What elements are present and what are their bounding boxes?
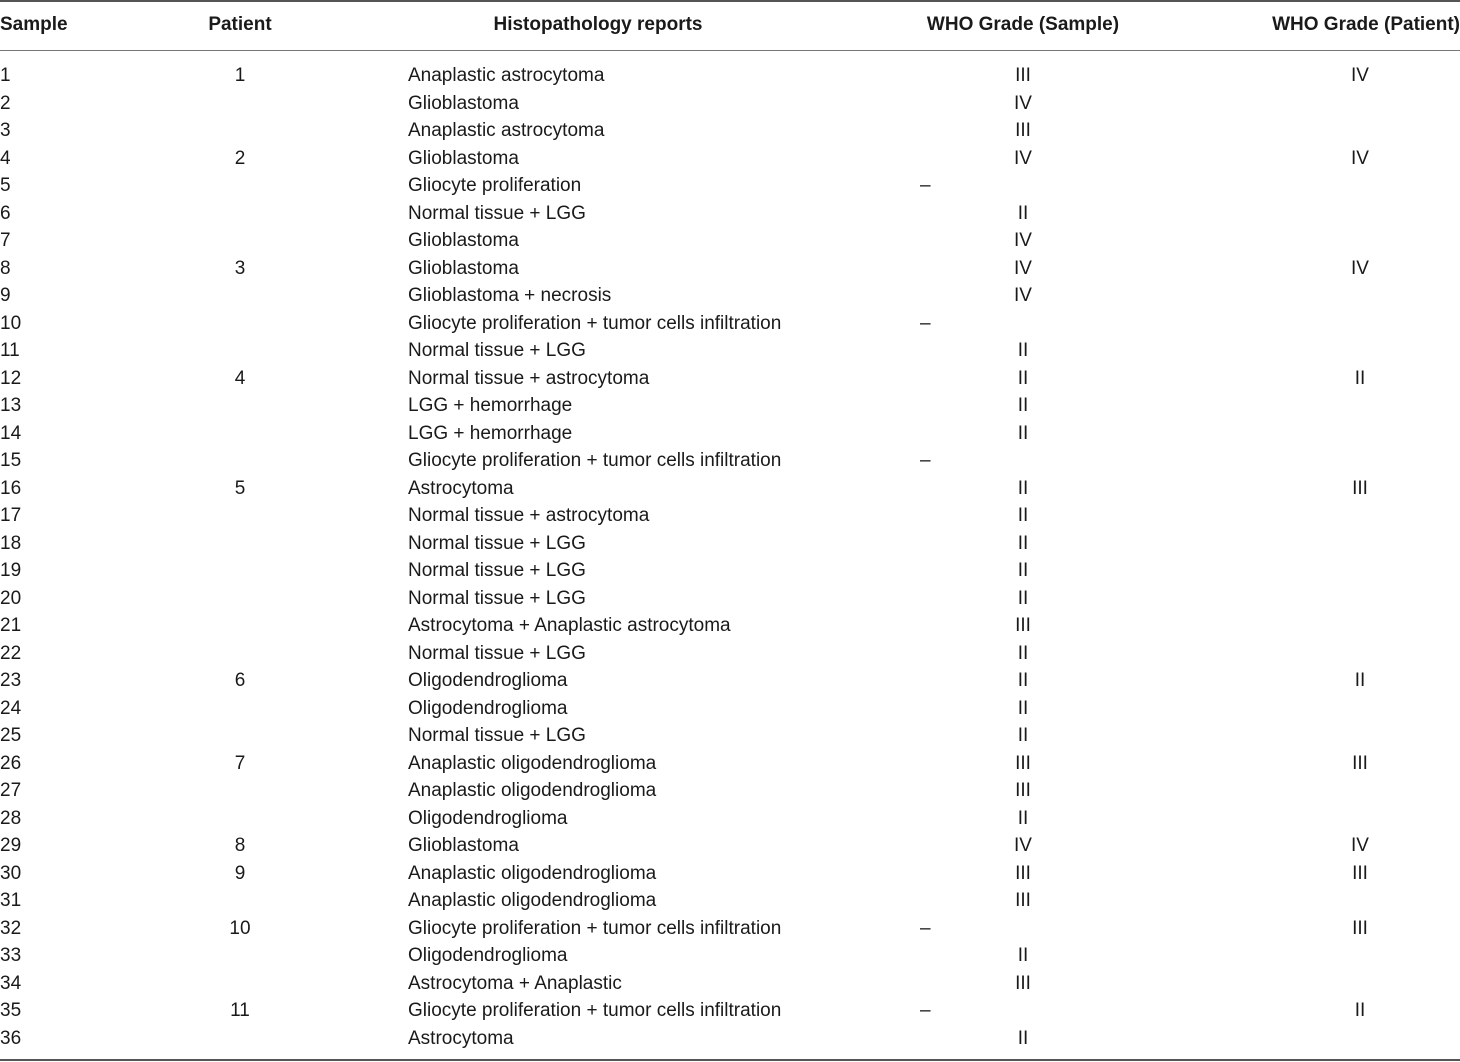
table-row [0,860,1460,888]
cell-histopathology: Normal tissue + LGG [408,202,586,224]
cell-who-grade-sample: II [1017,807,1029,829]
table-row [0,832,1460,860]
cell-sample: 16 [0,477,22,499]
cell-histopathology: Normal tissue + LGG [408,532,586,554]
cell-histopathology: Glioblastoma [408,835,519,856]
cell-who-grade-sample: II [1017,945,1029,966]
table-row [0,420,1460,448]
cell-who-grade-sample: III [1015,972,1031,994]
cell-who-grade-sample: IV [1014,835,1032,856]
cell-histopathology: Glioblastoma [408,147,519,169]
cell-sample: 9 [0,285,11,306]
table-row [0,887,1460,915]
header-histopathology: Histopathology reports [493,14,703,35]
cell-who-grade-sample: II [1017,670,1029,691]
cell-sample: 6 [0,202,11,224]
table-row [0,255,1460,283]
cell-sample: 21 [0,615,22,636]
cell-who-grade-patient: IV [1351,65,1369,86]
cell-histopathology: Oligodendroglioma [408,670,568,691]
cell-histopathology: Gliocyte proliferation + tumor cells infiltration [408,917,782,939]
cell-histopathology: Gliocyte proliferation + tumor cells infiltration [408,1000,782,1021]
cell-who-grade-patient: IV [1351,835,1369,856]
cell-histopathology: Glioblastoma [408,92,519,114]
cell-who-grade-sample: – [920,175,931,196]
cell-who-grade-sample: – [920,450,931,471]
cell-who-grade-patient: III [1352,752,1368,774]
table-row [0,777,1460,805]
cell-sample: 5 [0,175,11,196]
header-sample: Sample [0,14,68,35]
cell-patient: 5 [234,477,246,499]
cell-histopathology: LGG + hemorrhage [408,422,573,444]
cell-patient: 4 [234,367,246,389]
cell-sample: 34 [0,972,22,994]
table-row [0,530,1460,558]
cell-sample: 13 [0,395,22,416]
table-body [0,62,1460,1052]
table-row [0,1025,1460,1053]
cell-who-grade-sample: II [1017,697,1029,719]
table-row [0,750,1460,778]
cell-patient: 1 [234,65,246,86]
table-row [0,392,1460,420]
cell-sample: 18 [0,532,22,554]
cell-sample: 31 [0,890,22,911]
table-row [0,365,1460,393]
cell-who-grade-patient: IV [1351,257,1369,279]
table-row [0,640,1460,668]
table-row [0,227,1460,255]
cell-histopathology: Glioblastoma [408,230,519,251]
cell-sample: 1 [0,65,11,86]
cell-who-grade-sample: II [1017,532,1029,554]
cell-who-grade-sample: II [1017,477,1029,499]
table-row [0,282,1460,310]
table-row [0,502,1460,530]
cell-who-grade-patient: IV [1351,147,1369,169]
cell-who-grade-patient: II [1354,1000,1366,1021]
cell-who-grade-sample: II [1017,340,1029,361]
cell-sample: 24 [0,697,22,719]
cell-sample: 19 [0,560,22,581]
cell-who-grade-patient: III [1352,477,1368,499]
cell-histopathology: Astrocytoma + Anaplastic astrocytoma [408,615,731,636]
cell-sample: 2 [0,92,11,114]
cell-sample: 33 [0,945,22,966]
cell-who-grade-sample: III [1015,890,1031,911]
cell-sample: 29 [0,835,22,856]
header-who-grade-patient: WHO Grade (Patient) [1272,14,1460,35]
table-row [0,200,1460,228]
cell-sample: 26 [0,752,22,774]
cell-who-grade-sample: III [1015,752,1031,774]
table-row [0,172,1460,200]
cell-sample: 20 [0,587,22,609]
cell-who-grade-sample: II [1017,202,1029,224]
cell-histopathology: Anaplastic astrocytoma [408,65,605,86]
cell-who-grade-patient: II [1354,367,1366,389]
cell-patient: 7 [234,752,246,774]
table-row [0,475,1460,503]
cell-sample: 28 [0,807,22,829]
cell-sample: 15 [0,450,22,471]
table-row [0,90,1460,118]
cell-histopathology: Anaplastic oligodendroglioma [408,890,657,911]
table-bottom-rule [0,1059,1460,1061]
cell-sample: 23 [0,670,22,691]
cell-sample: 30 [0,862,22,884]
table-row [0,117,1460,145]
table-row [0,915,1460,943]
cell-who-grade-patient: III [1352,862,1368,884]
cell-histopathology: Anaplastic oligodendroglioma [408,862,657,884]
cell-who-grade-sample: IV [1014,257,1032,279]
cell-histopathology: Glioblastoma + necrosis [408,285,612,306]
cell-histopathology: Glioblastoma [408,257,519,279]
cell-histopathology: LGG + hemorrhage [408,395,573,416]
cell-histopathology: Gliocyte proliferation [408,175,582,196]
table-row [0,997,1460,1025]
cell-sample: 4 [0,147,11,169]
table-row [0,557,1460,585]
cell-patient: 11 [230,1000,250,1021]
cell-who-grade-sample: IV [1014,285,1032,306]
table-row [0,695,1460,723]
cell-histopathology: Astrocytoma + Anaplastic [408,972,622,994]
cell-histopathology: Normal tissue + LGG [408,340,586,361]
cell-sample: 36 [0,1027,22,1049]
cell-histopathology: Astrocytoma [408,1027,514,1049]
table-header [0,0,1460,50]
cell-who-grade-sample: IV [1014,230,1032,251]
cell-who-grade-sample: – [920,312,931,334]
cell-sample: 17 [0,505,22,526]
cell-histopathology: Oligodendroglioma [408,697,568,719]
cell-who-grade-sample: II [1017,395,1029,416]
table-row [0,612,1460,640]
cell-sample: 35 [0,1000,22,1021]
cell-who-grade-sample: II [1017,587,1029,609]
cell-patient: 9 [234,862,246,884]
cell-histopathology: Anaplastic astrocytoma [408,120,605,141]
cell-patient: 8 [234,835,246,856]
cell-histopathology: Normal tissue + LGG [408,642,586,664]
header-who-grade-sample: WHO Grade (Sample) [926,14,1120,35]
cell-sample: 11 [0,340,20,361]
cell-who-grade-sample: III [1015,120,1031,141]
cell-who-grade-sample: – [920,1000,931,1021]
cell-who-grade-sample: IV [1014,147,1032,169]
cell-who-grade-sample: III [1015,862,1031,884]
table-row [0,942,1460,970]
cell-histopathology: Anaplastic oligodendroglioma [408,752,657,774]
cell-patient: 10 [229,917,251,939]
cell-sample: 10 [0,312,22,334]
cell-histopathology: Gliocyte proliferation + tumor cells infiltration [408,450,782,471]
table-row [0,805,1460,833]
table-row [0,310,1460,338]
cell-who-grade-sample: II [1017,367,1029,389]
cell-patient: 6 [234,670,246,691]
table-row [0,667,1460,695]
table-row [0,447,1460,475]
cell-who-grade-sample: II [1017,505,1029,526]
table-row [0,145,1460,173]
cell-who-grade-sample: II [1017,422,1029,444]
table-header-rule [0,50,1460,51]
cell-sample: 32 [0,917,22,939]
cell-histopathology: Normal tissue + LGG [408,587,586,609]
cell-histopathology: Normal tissue + astrocytoma [408,367,650,389]
table-row [0,585,1460,613]
cell-who-grade-sample: II [1017,560,1029,581]
cell-histopathology: Oligodendroglioma [408,945,568,966]
cell-histopathology: Normal tissue + LGG [408,725,586,746]
header-patient: Patient [208,14,272,35]
table-row [0,337,1460,365]
cell-sample: 25 [0,725,22,746]
cell-sample: 12 [0,367,22,389]
cell-who-grade-sample: II [1017,642,1029,664]
cell-who-grade-sample: II [1017,1027,1029,1049]
cell-sample: 14 [0,422,22,444]
cell-who-grade-sample: – [920,917,931,939]
cell-who-grade-sample: IV [1014,92,1032,114]
cell-patient: 3 [234,257,246,279]
cell-who-grade-sample: III [1015,65,1031,86]
table-row [0,62,1460,90]
cell-sample: 22 [0,642,22,664]
cell-histopathology: Normal tissue + astrocytoma [408,505,650,526]
cell-histopathology: Normal tissue + LGG [408,560,586,581]
cell-who-grade-patient: II [1354,670,1366,691]
cell-who-grade-patient: III [1352,917,1368,939]
cell-who-grade-sample: III [1015,615,1031,636]
cell-histopathology: Oligodendroglioma [408,807,568,829]
table-row [0,970,1460,998]
table-row [0,722,1460,750]
cell-sample: 7 [0,230,11,251]
cell-histopathology: Astrocytoma [408,477,514,499]
cell-patient: 2 [234,147,246,169]
cell-sample: 8 [0,257,11,279]
cell-sample: 3 [0,120,11,141]
cell-histopathology: Gliocyte proliferation + tumor cells infiltration [408,312,782,334]
cell-who-grade-sample: III [1015,780,1031,801]
cell-who-grade-sample: II [1017,725,1029,746]
cell-sample: 27 [0,780,22,801]
cell-histopathology: Anaplastic oligodendroglioma [408,780,657,801]
